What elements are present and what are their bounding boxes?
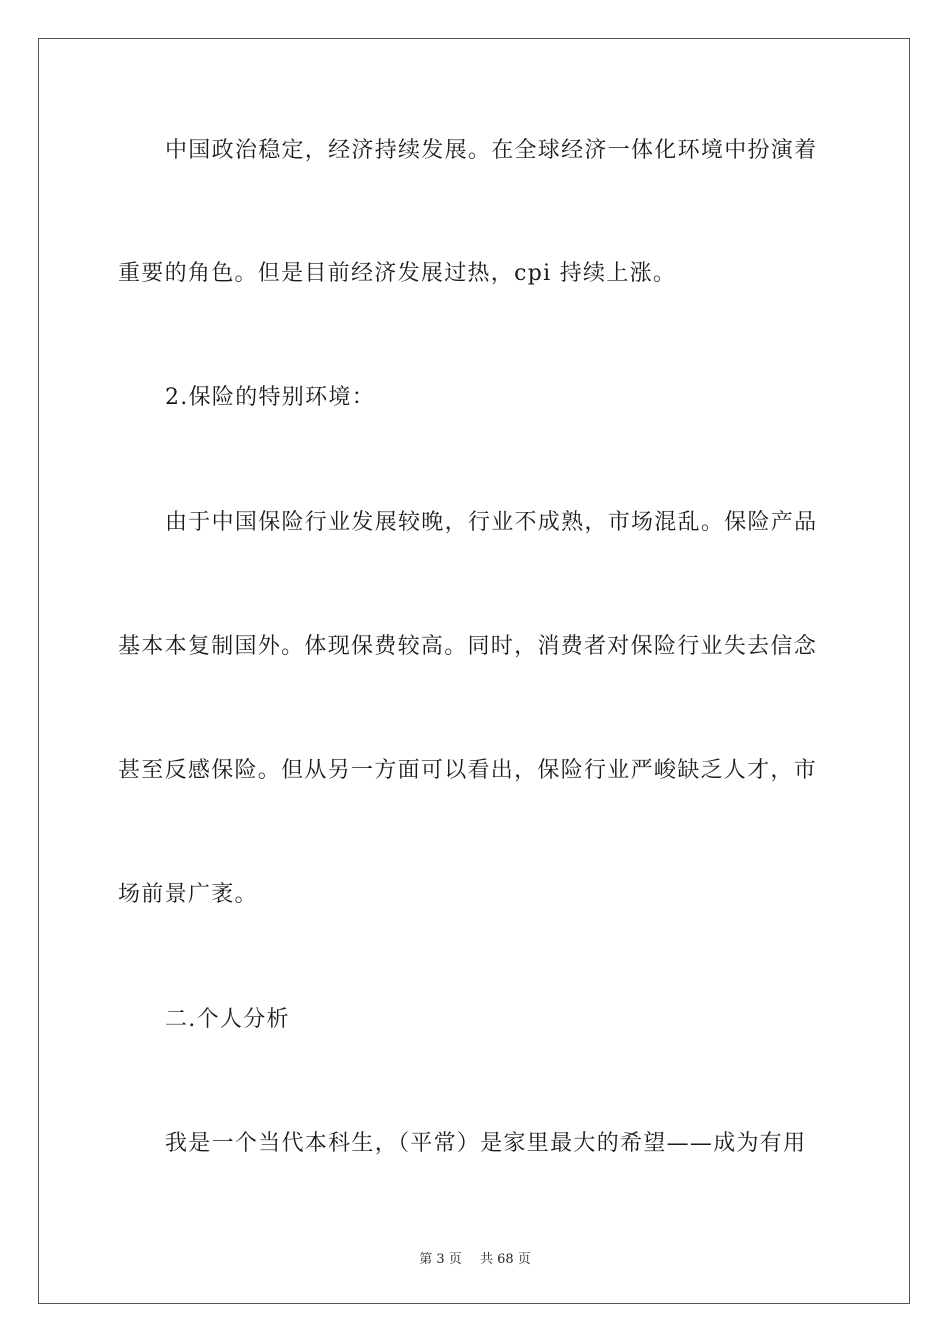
paragraph-line: 由于中国保险行业发展较晚，行业不成熟，市场混乱。保险产品 [165, 510, 818, 535]
paragraph-line: 甚至反感保险。但从另一方面可以看出，保险行业严峻缺乏人才，市 [118, 758, 818, 783]
page-border [38, 38, 910, 1304]
paragraph-line: 场前景广袤。 [118, 882, 258, 907]
section-heading: 二.个人分析 [165, 1007, 290, 1032]
paragraph-line: 基本本复制国外。体现保费较高。同时，消费者对保险行业失去信念 [118, 634, 818, 659]
page-total: 共 68 页 [479, 1252, 531, 1267]
page-footer [0, 1248, 950, 1267]
section-heading: 2.保险的特别环境： [165, 385, 375, 410]
paragraph-line: 中国政治稳定，经济持续发展。在全球经济一体化环境中扮演着 [165, 138, 818, 163]
page-number: 第 3 页 [419, 1252, 462, 1267]
paragraph-line: 我是一个当代本科生，（平常）是家里最大的希望——成为有用 [165, 1131, 807, 1156]
paragraph-line: 重要的角色。但是目前经济发展过热，cpi 持续上涨。 [118, 261, 677, 286]
